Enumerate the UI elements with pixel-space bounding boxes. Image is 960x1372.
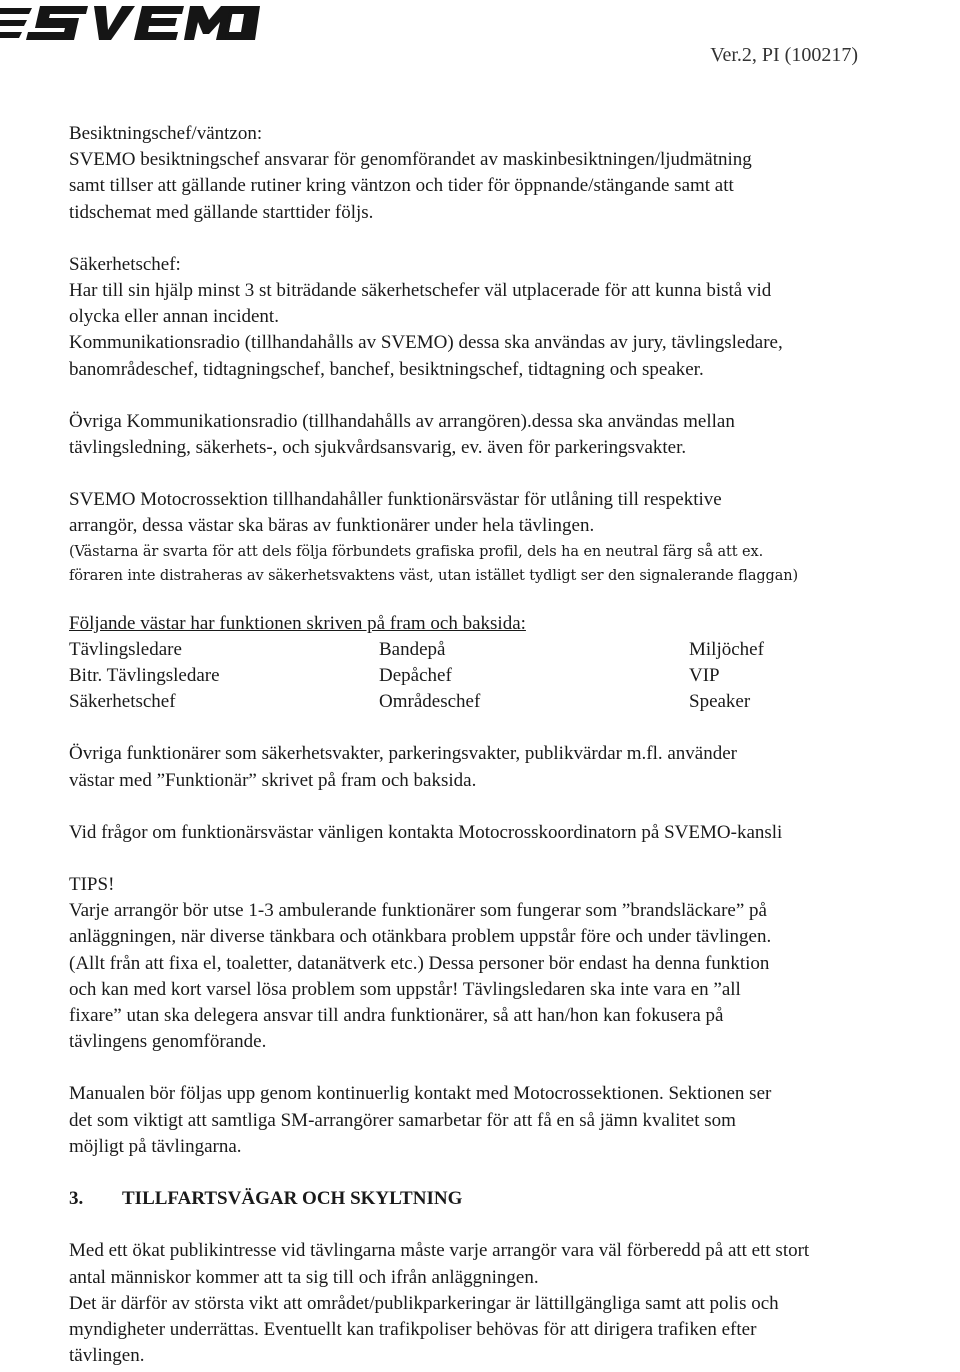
svemo-logo xyxy=(0,0,262,46)
vest-cell: Depåchef xyxy=(379,665,452,687)
paragraph-line: tidschemat med gällande starttider följs. xyxy=(69,201,374,223)
paragraph-line: tävlingen. xyxy=(69,1345,145,1367)
paragraph-line: Vid frågor om funktionärsvästar vänligen kontakta Motocrosskoordinatorn på SVEMO-kansli xyxy=(69,821,783,843)
paragraph-line: anläggningen, när diverse tänkbara och otänkbara problem uppstår före och under tävlingen. xyxy=(69,926,772,948)
paragraph-line: Med ett ökat publikintresse vid tävlingarna måste varje arrangör vara väl förberedd på att ett stort xyxy=(69,1240,810,1262)
paragraph-line: tävlingsledning, säkerhets-, och sjukvårdsansvarig, ev. även för parkeringsvakter. xyxy=(69,437,687,459)
paragraph-line: Kommunikationsradio (tillhandahålls av SVEMO) dessa ska användas av jury, tävlingsledare, xyxy=(69,332,783,354)
paragraph-line: antal människor kommer att ta sig till och ifrån anläggningen. xyxy=(69,1266,539,1288)
paragraph-line: Varje arrangör bör utse 1-3 ambulerande funktionärer som fungerar som ”brandsläckare” på xyxy=(69,900,767,922)
vest-cell: Säkerhetschef xyxy=(69,691,176,713)
vest-cell: Bandepå xyxy=(379,638,446,660)
paragraph-line: samt tillser att gällande rutiner kring väntzon och tider för öppnande/stängande samt att xyxy=(69,175,734,197)
section-heading xyxy=(69,1186,959,1212)
paragraph-line: SVEMO besiktningschef ansvarar för genomförandet av maskinbesiktningen/ljudmätning xyxy=(69,149,752,171)
vest-cell: Bitr. Tävlingsledare xyxy=(69,665,220,687)
paragraph-line: tävlingens genomförande. xyxy=(69,1031,267,1053)
section-title: Besiktningschef/väntzon: xyxy=(69,123,263,144)
paragraph-line: fixare” utan ska delegera ansvar till andra funktionärer, så att han/hon kan fokusera på xyxy=(69,1005,724,1027)
note-line: föraren inte distraheras av säkerhetsvaktens väst, utan istället tydligt ser den signalerande flaggan) xyxy=(69,567,799,584)
section-title: TIPS! xyxy=(69,874,115,896)
paragraph-line: Manualen bör följas upp genom kontinuerlig kontakt med Motocrossektionen. Sektionen ser xyxy=(69,1083,772,1105)
paragraph-line: det som viktigt att samtliga SM-arrangörer samarbetar för att få en så jämn kvalitet som xyxy=(69,1109,736,1131)
vest-cell: Miljöchef xyxy=(689,638,764,660)
paragraph-line: SVEMO Motocrossektion tillhandahåller funktionärsvästar för utlåning till respektive xyxy=(69,489,722,511)
paragraph-line: möjligt på tävlingarna. xyxy=(69,1135,242,1157)
paragraph-line: Har till sin hjälp minst 3 st biträdande säkerhetschefer väl utplacerade för att kunna bistå vid xyxy=(69,280,772,302)
paragraph-line: västar med ”Funktionär” skrivet på fram och baksida. xyxy=(69,769,477,791)
version-label: Ver.2, PI (100217) xyxy=(710,44,858,66)
vest-cell: VIP xyxy=(689,665,720,687)
paragraph-line: myndigheter underrättas. Eventuellt kan trafikpoliser behövas för att dirigera trafiken efter xyxy=(69,1318,757,1340)
vest-cell: Tävlingsledare xyxy=(69,638,182,660)
section-number: 3. xyxy=(69,1188,84,1210)
paragraph-line: (Allt från att fixa el, toaletter, datanätverk etc.) Dessa personer bör endast ha denna funktion xyxy=(69,952,770,974)
paragraph-line: Det är därför av största vikt att området/publikparkeringar är lättillgängliga samt att polis och xyxy=(69,1292,779,1314)
document-body xyxy=(69,121,959,1369)
paragraph-line: och kan med kort varsel lösa problem som uppstår! Tävlingsledaren ska inte vara en ”all xyxy=(69,978,741,1000)
paragraph-line: arrangör, dessa västar ska bäras av funktionärer under hela tävlingen. xyxy=(69,515,595,537)
note-line: (Västarna är svarta för att dels följa förbundets grafiska profil, dels ha en neutral färg så att ex. xyxy=(69,543,764,560)
vest-cell: Speaker xyxy=(689,691,751,713)
paragraph-line: Övriga funktionärer som säkerhetsvakter, parkeringsvakter, publikvärdar m.fl. använder xyxy=(69,743,737,765)
vest-table xyxy=(69,637,959,716)
paragraph-line: Övriga Kommunikationsradio (tillhandahålls av arrangören).dessa ska användas mellan xyxy=(69,410,735,432)
paragraph-line: olycka eller annan incident. xyxy=(69,306,279,328)
vest-cell: Områdeschef xyxy=(379,691,481,713)
vest-list-title: Följande västar har funktionen skriven på fram och baksida: xyxy=(69,612,526,634)
section-heading-text: TILLFARTSVÄGAR OCH SKYLTNING xyxy=(122,1188,463,1210)
section-title: Säkerhetschef: xyxy=(69,253,181,275)
paragraph-line: banområdeschef, tidtagningschef, banchef, besiktningschef, tidtagning och speaker. xyxy=(69,358,704,380)
